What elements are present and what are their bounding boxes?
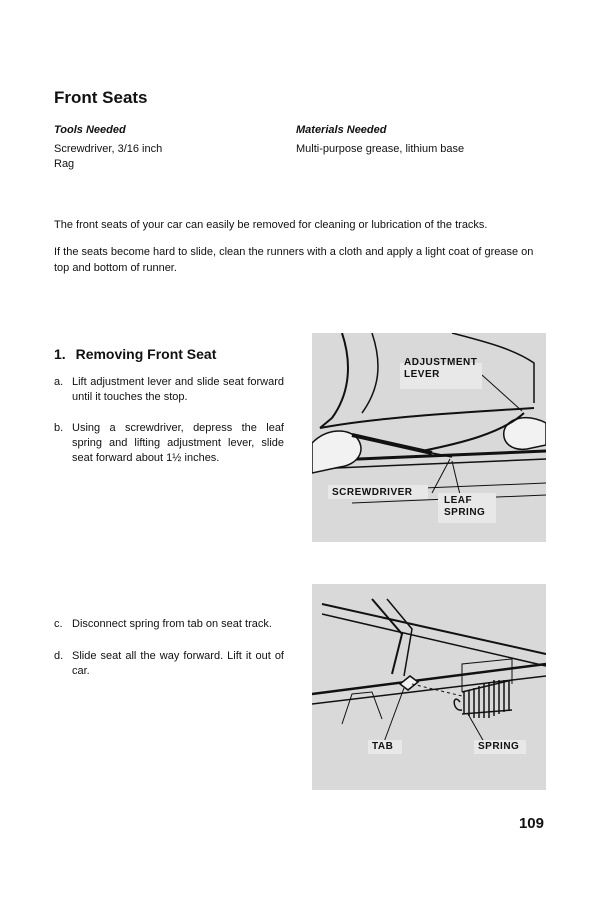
materials-heading: Materials Needed	[296, 124, 387, 136]
step-text: Using a screwdriver, depress the leaf spring and lifting adjustment lever, slide seat forward about 1½ inches.	[72, 422, 284, 464]
step-item	[54, 375, 284, 405]
callout-tab: TAB	[372, 741, 394, 752]
figure-seat-adjustment	[312, 333, 546, 542]
step-label: b.	[54, 422, 64, 434]
figure-seat-track-spring	[312, 584, 546, 790]
tools-item-rag: Rag	[54, 158, 75, 170]
callout-spring-text: SPRING	[444, 507, 486, 518]
materials-needed-section	[296, 124, 464, 157]
step-text: Lift adjustment lever and slide seat forward until it touches the stop.	[72, 376, 284, 403]
callout-leaf-spring	[444, 495, 485, 519]
step-label: a.	[54, 376, 64, 388]
callout-screwdriver: SCREWDRIVER	[332, 487, 413, 498]
step-item	[54, 421, 284, 466]
callout-adjustment-lever	[404, 357, 477, 381]
page-title: Front Seats	[54, 88, 148, 107]
section-heading	[54, 346, 216, 362]
callout-leaf-text: LEAF	[444, 495, 473, 506]
step-label: d.	[54, 650, 64, 662]
step-item	[54, 649, 284, 679]
step-label: c.	[54, 618, 63, 630]
callout-adjustment-text: ADJUSTMENT	[404, 357, 478, 368]
step-text: Disconnect spring from tab on seat track.	[72, 618, 272, 630]
tools-needed-section	[54, 124, 162, 172]
intro-paragraph: The front seats of your car can easily be removed for cleaning or lubrication of the tracks.	[54, 219, 488, 231]
page-number: 109	[518, 815, 544, 832]
tools-item-screwdriver: Screwdriver, 3/16 inch	[54, 143, 163, 155]
seat-track-spring-illustration	[312, 584, 546, 790]
callout-spring: SPRING	[478, 741, 520, 752]
step-item	[54, 617, 284, 632]
section-number: 1.	[54, 346, 66, 362]
maintenance-paragraph: If the seats become hard to slide, clean the runners with a cloth and apply a light coat of grease on top and bottom of runner.	[54, 246, 534, 274]
section-title: Removing Front Seat	[75, 346, 217, 362]
materials-item-grease: Multi-purpose grease, lithium base	[296, 143, 465, 155]
step-text: Slide seat all the way forward. Lift it out of car.	[72, 650, 284, 677]
tools-heading: Tools Needed	[54, 124, 126, 136]
callout-lever-text: LEVER	[404, 369, 440, 380]
